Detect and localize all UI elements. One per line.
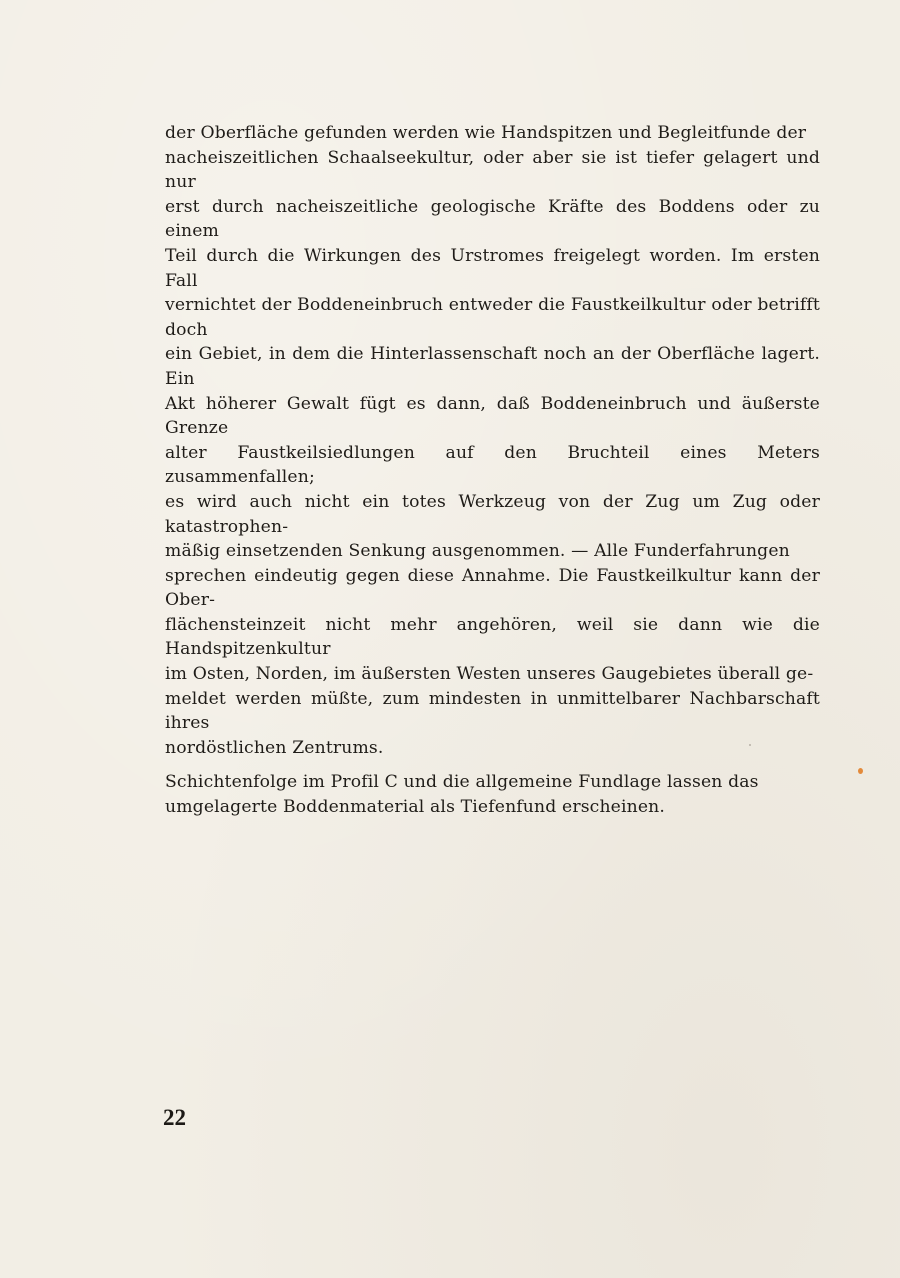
body-text: [165, 121, 820, 820]
paper-speck: [749, 744, 751, 746]
page-number: 22: [163, 1105, 186, 1130]
paper-speck: [858, 768, 863, 774]
paragraph-2: Schichtenfolge im Profil C und die allgemeine Fundlage lassen das umgelagerte Boddenmaterial als Tiefenfund erscheinen.: [165, 772, 759, 818]
paragraph-1: der Oberfläche gefunden werden wie Handspitzen und Begleitfunde der nacheiszeitlichen Schaalseekultur, oder aber sie ist tiefer gelagert und nur erst durch nacheiszeitliche geologische Kräfte des Boddens oder zu einem Teil durch die Wirkungen des Urstromes freigelegt worden. Im ersten Fall vernichtet der Boddeneinbruch entweder die Faustkeilkultur oder betrifft doch ein Gebiet, in dem die Hinterlassenschaft noch an der Oberfläche lagert. Ein Akt höherer Gewalt fügt es dann, daß Boddeneinbruch und äußerste Grenze alter Faustkeilsiedlungen auf den Bruchteil eines Meters zusammenfallen; es wird auch nicht ein totes Werkzeug von der Zug um Zug oder katastrophen- mäßig einsetzenden Senkung ausgenommen. — Alle Funderfahrungen sprechen eindeutig gegen diese Annahme. Die Faustkeilkultur kann der Ober- flächensteinzeit nicht mehr angehören, weil sie dann wie die Handspitzenkultur im Osten, Norden, im äußersten Westen unseres Gaugebietes überall ge- meldet werden müßte, zum mindesten in unmittelbarer Nachbarschaft ihres nordöstlichen Zentrums.: [165, 123, 820, 758]
